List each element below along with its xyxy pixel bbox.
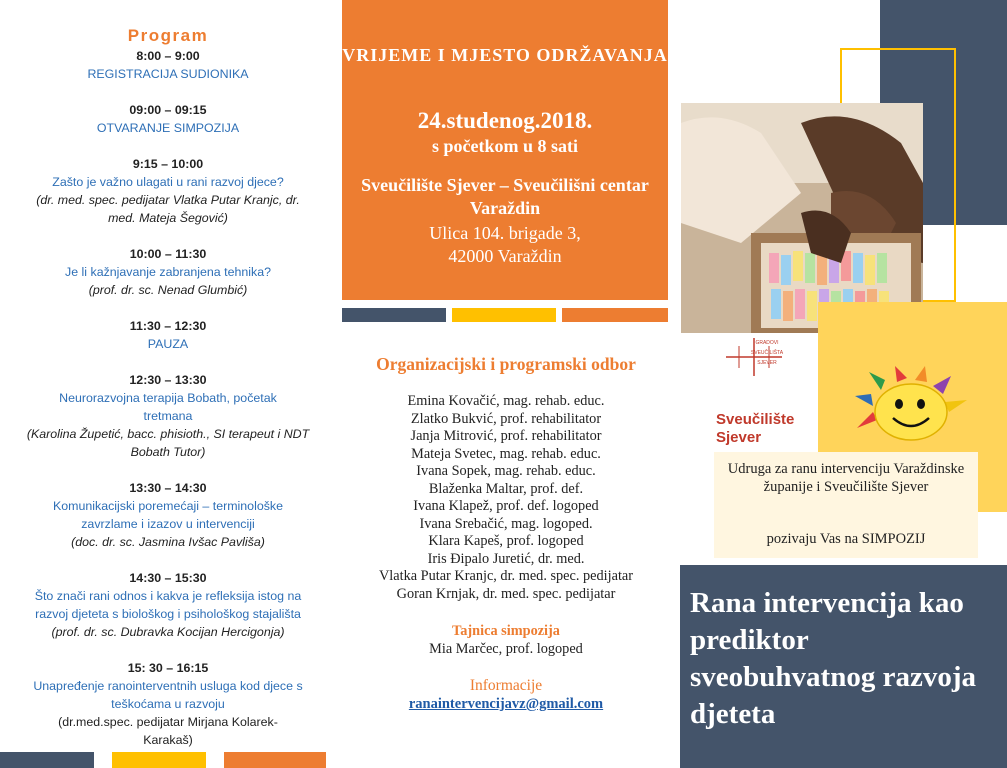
decor-bar-yellow xyxy=(452,308,556,322)
slot-speaker: (dr.med.spec. pedijatar Mirjana Kolarek-Karakaš) xyxy=(58,715,278,747)
slot-speaker: (dr. med. spec. pedijatar Vlatka Putar Kranjc, dr. med. Mateja Šegović) xyxy=(36,193,300,225)
slot-title: Je li kažnjavanje zabranjena tehnika? xyxy=(65,265,271,279)
address-line: 42000 Varaždin xyxy=(448,246,562,266)
slot-speaker: (Karolina Župetić, bacc. phisioth., SI terapeut i NDT Bobath Tutor) xyxy=(26,427,310,459)
program-slot xyxy=(0,569,336,641)
program-slot xyxy=(0,317,336,353)
member: Zlatko Bukvić, prof. rehabilitator xyxy=(410,410,602,427)
secretary-title: Tajnica simpozija xyxy=(452,623,560,639)
logo-small-text xyxy=(742,338,792,368)
member: Goran Krnjak, dr. med. spec. pedijatar xyxy=(396,585,616,602)
member: Iris Đipalo Juretić, dr. med. xyxy=(427,550,585,567)
slot-time: 9:15 – 10:00 xyxy=(132,157,204,171)
slot-title: Što znači rani odnos i kakva je refleksija istog na razvoj djeteta s biološkog i psihološkog stajališta xyxy=(34,589,302,621)
event-venue: Sveučilište Sjever – Sveučilišni centar Varaždin xyxy=(361,175,649,218)
address-line: Ulica 104. brigade 3, xyxy=(429,223,581,243)
slot-time: 14:30 – 15:30 xyxy=(129,571,207,585)
program-column xyxy=(0,0,336,768)
event-address xyxy=(342,222,668,268)
secretary-name: Mia Marčec, prof. logoped xyxy=(429,641,583,657)
member: Klara Kapeš, prof. logoped xyxy=(428,533,584,549)
slot-title: Unapređenje ranointerventnih usluga kod djece s teškoćama u razvoju xyxy=(33,679,303,711)
member: Blaženka Maltar, prof. def. xyxy=(428,480,584,497)
info-email-link[interactable]: ranaintervencijavz@gmail.com xyxy=(408,696,604,712)
slot-title: Zašto je važno ulagati u rani razvoj djece? xyxy=(52,175,284,189)
committee-title: Organizacijski i programski odbor xyxy=(376,354,636,374)
decor-bar-orange xyxy=(224,752,326,768)
logo-small-line: GRADOVI xyxy=(755,340,779,346)
member: Janja Mitrović, prof. rehabilitator xyxy=(410,428,602,444)
sun-logo-icon xyxy=(853,366,971,444)
decor-bar-yellow xyxy=(112,752,206,768)
decor-bar-orange xyxy=(562,308,668,322)
program-title: Program xyxy=(127,26,209,45)
member: Mateja Svetec, mag. rehab. educ. xyxy=(411,445,601,462)
photo-illustration xyxy=(681,103,923,333)
program-slot xyxy=(0,659,336,749)
symposium-title: Rana intervencija kao prediktor sveobuhvatnog razvoja djeteta xyxy=(690,587,976,730)
title-block xyxy=(680,565,1007,768)
decor-bar-slate xyxy=(342,308,446,322)
logo-small-line: SJEVER xyxy=(757,360,777,366)
member: Ivana Sopek, mag. rehab. educ. xyxy=(416,463,596,479)
slot-time: 11:30 – 12:30 xyxy=(129,319,207,333)
program-slot xyxy=(0,245,336,299)
member: Vlatka Putar Kranjc, dr. med. spec. pedijatar xyxy=(378,568,634,584)
event-date: 24.studenog.2018. xyxy=(417,108,593,133)
slot-title: OTVARANJE SIMPOZIJA xyxy=(96,121,240,135)
info-title: Informacije xyxy=(469,677,543,694)
slot-time: 8:00 – 9:00 xyxy=(136,49,200,63)
event-info-box xyxy=(342,0,668,300)
slot-time: 09:00 – 09:15 xyxy=(129,103,207,117)
program-slot xyxy=(0,479,336,551)
program-slot xyxy=(0,47,336,83)
invite-line: pozivaju Vas na SIMPOZIJ xyxy=(766,531,926,547)
member: Ivana Srebačić, mag. logoped. xyxy=(419,515,593,532)
slot-speaker: (doc. dr. sc. Jasmina Ivšac Pavliša) xyxy=(71,535,265,549)
logo-small-line: SVEUČILIŠTA xyxy=(750,350,784,356)
committee-members xyxy=(336,393,676,603)
slot-time: 13:30 – 14:30 xyxy=(129,481,207,495)
program-slot xyxy=(0,371,336,461)
member: Emina Kovačić, mag. rehab. educ. xyxy=(407,393,605,409)
slot-title: Komunikacijski poremećaji – terminološke zavrzlame i izazov u intervenciji xyxy=(52,499,283,531)
slot-title: REGISTRACIJA SUDIONIKA xyxy=(87,67,249,81)
slot-speaker: (prof. dr. sc. Dubravka Kocijan Hercigonja) xyxy=(51,625,285,639)
university-logo-name: Sveučilište Sjever xyxy=(716,411,795,446)
member: Ivana Klapež, prof. def. logoped xyxy=(413,498,599,514)
slot-time: 10:00 – 11:30 xyxy=(129,247,207,261)
decor-bar-slate xyxy=(0,752,94,768)
program-slot xyxy=(0,101,336,137)
slot-speaker: (prof. dr. sc. Nenad Glumbić) xyxy=(88,283,248,297)
children-chalk-photo xyxy=(681,103,923,333)
program-slot xyxy=(0,155,336,227)
invitation-box xyxy=(714,452,978,558)
slot-title: PAUZA xyxy=(147,337,189,351)
slot-time: 12:30 – 13:30 xyxy=(129,373,207,387)
slot-title: Neurorazvojna terapija Bobath, početak tretmana xyxy=(59,391,277,423)
event-heading: VRIJEME I MJESTO ODRŽAVANJA xyxy=(342,45,668,65)
event-start: s početkom u 8 sati xyxy=(431,136,578,156)
invite-text: Udruga za ranu intervenciju Varaždinske županije i Sveučilište Sjever xyxy=(727,461,965,495)
slot-time: 15: 30 – 16:15 xyxy=(127,661,209,675)
